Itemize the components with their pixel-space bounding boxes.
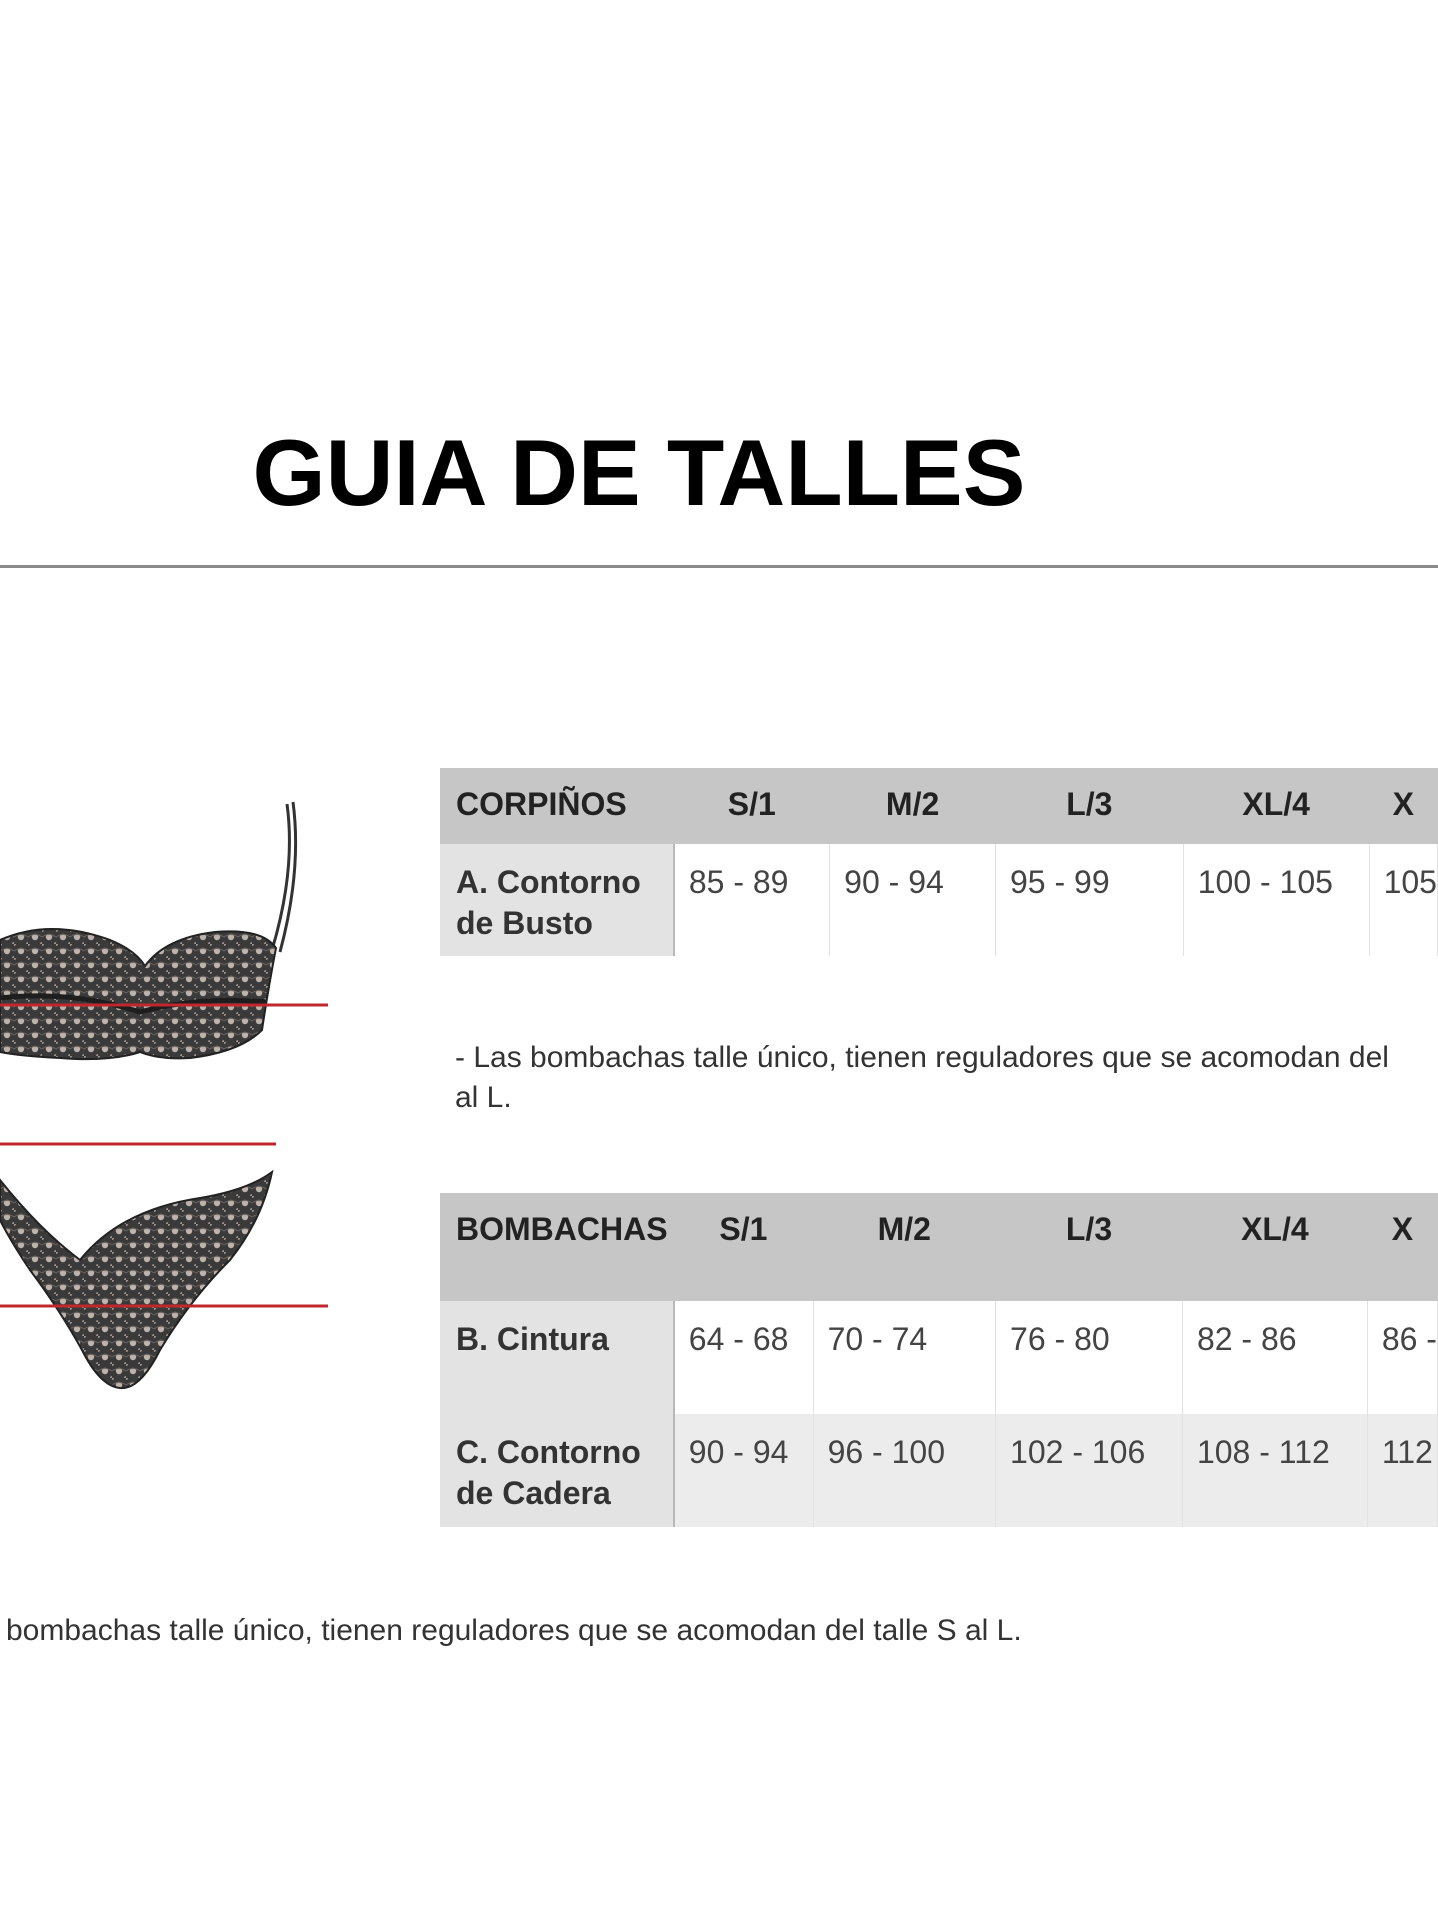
table-cell: 86 - (1367, 1301, 1437, 1414)
table-header-cell: XL/4 (1182, 1193, 1367, 1301)
bombachas-size-table (440, 1193, 1438, 1527)
bra-icon (0, 802, 296, 1059)
table-row (440, 1414, 1438, 1527)
table-cell: 76 - 80 (996, 1301, 1183, 1414)
table-row (440, 1301, 1438, 1414)
table-header-cell: BOMBACHAS (440, 1193, 674, 1301)
table-cell: 95 - 99 (995, 844, 1183, 956)
table-header-cell: CORPIÑOS (440, 768, 674, 844)
row-label: C. Contorno de Cadera (440, 1414, 674, 1527)
table-header-cell: L/3 (996, 1193, 1183, 1301)
table-cell: 105 (1369, 844, 1437, 956)
panty-icon (0, 1172, 272, 1388)
table-cell: 96 - 100 (813, 1414, 995, 1527)
table-cell: 112 (1367, 1414, 1437, 1527)
table-cell: 90 - 94 (830, 844, 996, 956)
table-row (440, 844, 1438, 956)
table-header-cell: X (1369, 768, 1437, 844)
note-single-size (455, 1038, 1389, 1118)
title-divider (0, 565, 1438, 568)
corpinos-size-table (440, 768, 1438, 956)
table-header-cell: M/2 (830, 768, 996, 844)
table-cell: 108 - 112 (1182, 1414, 1367, 1527)
table-header-row (440, 1193, 1438, 1301)
table-header-cell: X (1367, 1193, 1437, 1301)
lingerie-illustration (0, 790, 340, 1410)
table-header-cell: XL/4 (1183, 768, 1369, 844)
table-cell: 102 - 106 (996, 1414, 1183, 1527)
table-header-cell: L/3 (995, 768, 1183, 844)
note-line: - Las bombachas talle único, tienen reguladores que se acomodan del (455, 1041, 1389, 1074)
row-label: B. Cintura (440, 1301, 674, 1414)
row-label: A. Contorno de Busto (440, 844, 674, 956)
table-cell: 64 - 68 (674, 1301, 813, 1414)
table-header-row (440, 768, 1438, 844)
table-cell: 90 - 94 (674, 1414, 813, 1527)
note-line: al L. (455, 1081, 512, 1114)
table-header-cell: M/2 (813, 1193, 995, 1301)
table-cell: 82 - 86 (1182, 1301, 1367, 1414)
table-header-cell: S/1 (674, 768, 830, 844)
table-header-cell: S/1 (674, 1193, 813, 1301)
note-bottom: bombachas talle único, tienen reguladores que se acomodan del talle S al L. (6, 1614, 1022, 1647)
table-cell: 85 - 89 (674, 844, 830, 956)
table-cell: 70 - 74 (813, 1301, 995, 1414)
page-title: GUIA DE TALLES (252, 420, 1026, 525)
table-cell: 100 - 105 (1183, 844, 1369, 956)
